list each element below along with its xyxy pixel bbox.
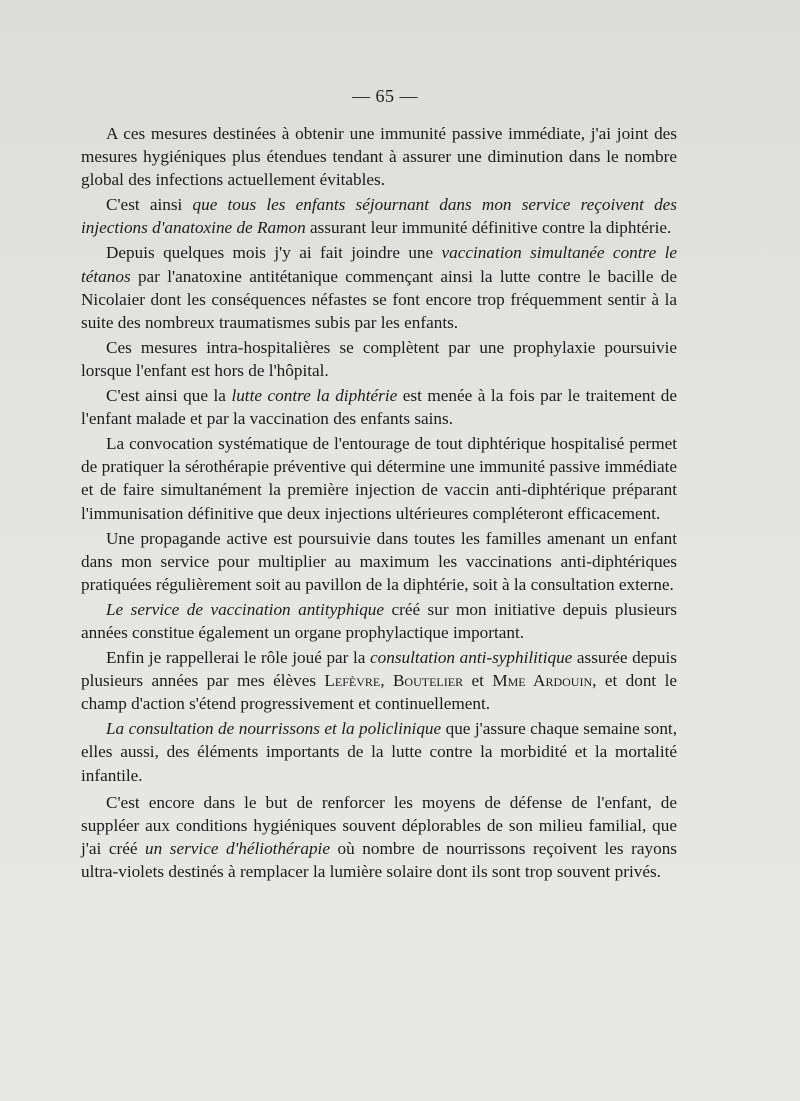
italic-text: vaccination simultanée contre le tétanos	[81, 243, 677, 286]
text-run: La convocation systématique de l'entourage de tout diphtérique hospitalisé permet de pratiquer la sérothérapie préventive qui détermine une immunité passive immédiate et de faire simultanément la première injection de vaccin anti-diphtérique préparant l'immunisation définitive que deux injections ultérieures compléteront efficacement.	[81, 434, 677, 523]
text-run: Enfin je rappellerai le rôle joué par la	[106, 648, 371, 668]
paragraph	[81, 193, 677, 239]
text-run: ,	[380, 671, 393, 691]
text-run: C'est encore dans le but de renforcer les moyens de défense de l'enfant, de suppléer aux conditions hygiéniques souvent déplorables de son milieu familial, que j'ai créé	[81, 792, 677, 858]
text-run: par l'anatoxine antitétanique commençant ainsi la lutte contre le bacille de Nicolaier dont les conséquences néfastes se font encore trop fréquemment sentir à la suite des nombreux traumatismes subis par les enfants.	[81, 266, 677, 332]
text-run: que j'assure chaque semaine sont, elles aussi, des éléments importants de la lutte contre la morbidité et la mortalité infantile.	[81, 719, 677, 785]
italic-text: un service d'héliothérapie	[145, 838, 330, 858]
italic-text: Le service de vaccination antityphique	[106, 599, 385, 619]
text-run: Depuis quelques mois j'y ai fait joindre une	[106, 243, 442, 263]
paragraph	[81, 646, 677, 715]
paragraph	[81, 791, 677, 883]
italic-text: que tous les enfants séjournant dans mon service reçoivent des injections d'anatoxine de Ramon	[81, 195, 677, 238]
text-run: C'est ainsi que la	[106, 386, 232, 406]
small-caps-name: Lefèvre	[324, 671, 381, 691]
text-run: Ces mesures intra-hospitalières se complètent par une prophylaxie poursuivie lorsque l'enfant est hors de l'hôpital.	[81, 337, 677, 380]
text-run: Une propagande active est poursuivie dans toutes les familles amenant un enfant dans mon service pour multiplier au maximum les vaccinations anti-diphtériques pratiquées régulièrement soit au pavillon de la diphtérie, soit à la consultation externe.	[81, 528, 677, 594]
small-caps-name: Mme Ardouin	[492, 671, 593, 691]
paragraph	[81, 384, 677, 430]
paragraph	[81, 527, 677, 596]
italic-text: lutte contre la diphtérie	[231, 386, 398, 406]
paragraph	[81, 432, 677, 524]
text-run: , et dont le champ d'action s'étend progressivement et continuellement.	[81, 671, 677, 714]
italic-text: La consultation de nourrissons et la policlinique	[106, 719, 442, 739]
page-number: — 65 —	[352, 86, 418, 106]
paragraph	[81, 717, 677, 786]
text-run: et	[463, 671, 493, 691]
body-text	[81, 122, 677, 885]
italic-text: consultation anti-syphilitique	[370, 648, 573, 668]
text-run: C'est ainsi	[106, 195, 193, 215]
paragraph	[81, 336, 677, 382]
text-run: assurant leur immunité définitive contre la diphtérie.	[305, 218, 672, 238]
text-run: assurée depuis plusieurs années par mes élèves	[81, 648, 677, 691]
text-run: créé sur mon initiative depuis plusieurs années constitue également un organe prophylactique important.	[81, 599, 677, 642]
text-run: A ces mesures destinées à obtenir une immunité passive immédiate, j'ai joint des mesures hygiéniques plus étendues tendant à assurer une diminution dans le nombre global des infections actuellement évitables.	[81, 124, 677, 190]
paragraph	[81, 241, 677, 333]
text-run: est menée à la fois par le traitement de l'enfant malade et par la vaccination des enfants sains.	[81, 386, 677, 429]
paragraph	[81, 122, 677, 191]
paragraph	[81, 598, 677, 644]
text-run: où nombre de nourrissons reçoivent les rayons ultra-violets destinés à remplacer la lumière solaire dont ils sont trop souvent privés.	[81, 838, 677, 881]
small-caps-name: Boutelier	[392, 671, 464, 691]
